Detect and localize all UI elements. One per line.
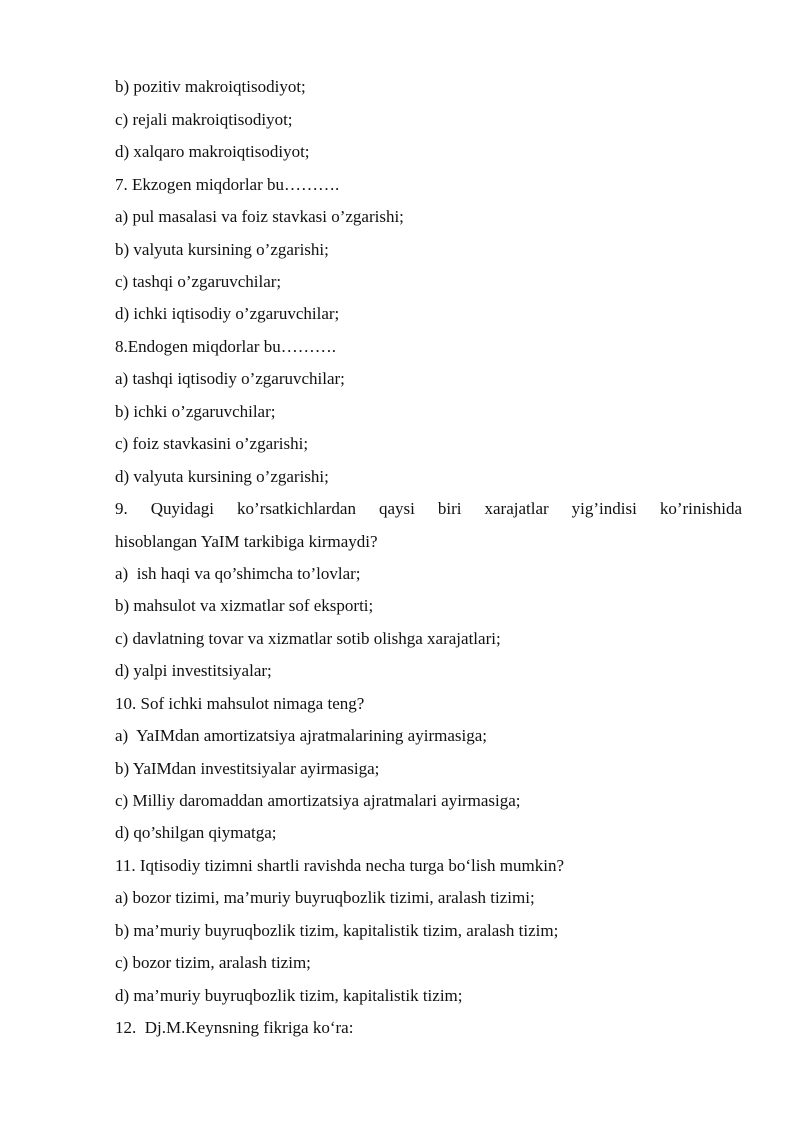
question-8: 8.Endogen miqdorlar bu………. bbox=[115, 337, 336, 356]
option-a-q7: a) pul masalasi va foiz stavkasi o’zgarishi; bbox=[115, 207, 404, 226]
question-7: 7. Ekzogen miqdorlar bu………. bbox=[115, 175, 340, 194]
option-c-q11: c) bozor tizim, aralash tizim; bbox=[115, 953, 311, 972]
option-d-q7: d) ichki iqtisodiy o’zgaruvchilar; bbox=[115, 304, 340, 323]
option-d-q11: d) ma’muriy buyruqbozlik tizim, kapitalistik tizim; bbox=[115, 986, 463, 1005]
option-b-q7: b) valyuta kursining o’zgarishi; bbox=[115, 240, 329, 259]
option-a-q8: a) tashqi iqtisodiy o’zgaruvchilar; bbox=[115, 369, 345, 388]
question-9-line-1: 9. Quyidagi ko’rsatkichlardan qaysi biri xarajatlar yig’indisi ko’rinishida bbox=[115, 499, 742, 518]
option-b-q8: b) ichki o’zgaruvchilar; bbox=[115, 402, 276, 421]
question-12: 12. Dj.M.Keynsning fikriga ko‘ra: bbox=[115, 1018, 354, 1037]
option-c-q8: c) foiz stavkasini o’zgarishi; bbox=[115, 434, 309, 453]
option-c-q7: c) tashqi o’zgaruvchilar; bbox=[115, 272, 282, 291]
option-c-q6: c) rejali makroiqtisodiyot; bbox=[115, 110, 293, 129]
question-11: 11. Iqtisodiy tizimni shartli ravishda necha turga bo‘lish mumkin? bbox=[115, 856, 565, 875]
option-d-q9: d) yalpi investitsiyalar; bbox=[115, 661, 272, 680]
question-9-line-2: hisoblangan YaIM tarkibiga kirmaydi? bbox=[115, 532, 378, 551]
option-a-q11: a) bozor tizimi, ma’muriy buyruqbozlik tizimi, aralash tizimi; bbox=[115, 888, 535, 907]
option-b-q11: b) ma’muriy buyruqbozlik tizim, kapitalistik tizim, aralash tizim; bbox=[115, 921, 559, 940]
option-b-q6: b) pozitiv makroiqtisodiyot; bbox=[115, 77, 306, 96]
option-b-q9: b) mahsulot va xizmatlar sof eksporti; bbox=[115, 596, 374, 615]
option-d-q6: d) xalqaro makroiqtisodiyot; bbox=[115, 142, 310, 161]
option-c-q9: c) davlatning tovar va xizmatlar sotib olishga xarajatlari; bbox=[115, 629, 501, 648]
option-a-q9: a) ish haqi va qo’shimcha to’lovlar; bbox=[115, 564, 361, 583]
option-a-q10: a) YaIMdan amortizatsiya ajratmalarining ayirmasiga; bbox=[115, 726, 487, 745]
option-c-q10: c) Milliy daromaddan amortizatsiya ajratmalari ayirmasiga; bbox=[115, 791, 521, 810]
option-b-q10: b) YaIMdan investitsiyalar ayirmasiga; bbox=[115, 759, 380, 778]
option-d-q8: d) valyuta kursining o’zgarishi; bbox=[115, 467, 329, 486]
option-d-q10: d) qo’shilgan qiymatga; bbox=[115, 823, 277, 842]
question-10: 10. Sof ichki mahsulot nimaga teng? bbox=[115, 694, 365, 713]
